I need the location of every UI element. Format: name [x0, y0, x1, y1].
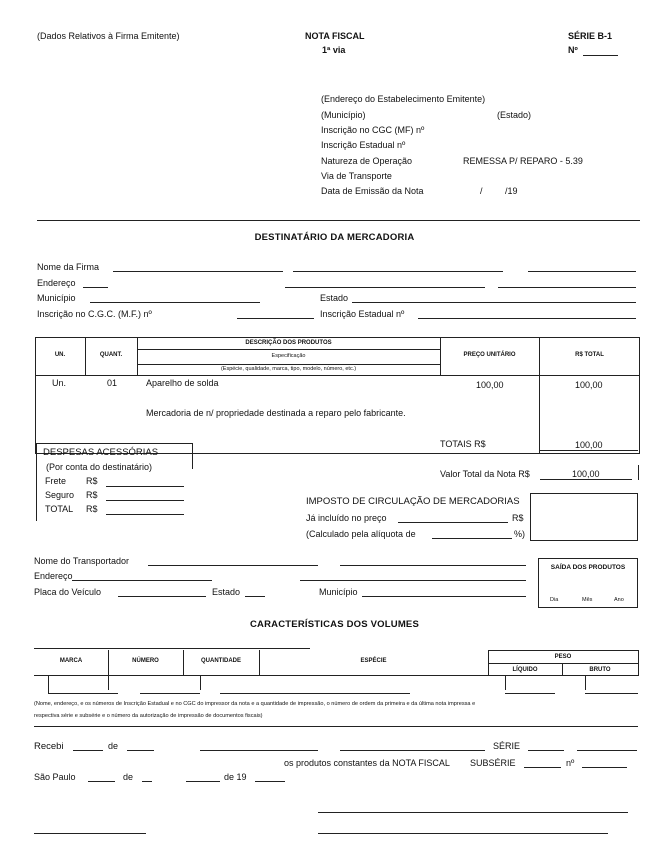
seguro-label: Seguro — [45, 490, 75, 500]
total-field[interactable] — [106, 514, 184, 515]
despesas-title: DESPESAS ACESSÓRIAS — [43, 447, 159, 458]
transp-municipio-label: Município — [319, 587, 358, 597]
cgc-emitente: Inscrição no CGC (MF) nº — [321, 125, 425, 135]
vol-row-line — [505, 693, 555, 694]
cidade-mes-field[interactable] — [142, 781, 152, 782]
row-desc: Aparelho de solda — [146, 378, 219, 388]
valor-nota-value: 100,00 — [572, 469, 600, 479]
estadual-field[interactable] — [418, 318, 636, 319]
icm-rs: R$ — [512, 513, 524, 523]
nome-firma-field-2[interactable] — [293, 271, 503, 272]
col-preco: PREÇO UNITÁRIO — [463, 352, 516, 358]
col-un: UN. — [54, 352, 66, 358]
frete-label: Frete — [45, 476, 67, 486]
emissao-year: /19 — [505, 186, 518, 196]
vol-row-sep — [48, 676, 49, 694]
row-preco: 100,00 — [476, 380, 504, 390]
nome-firma-field-3[interactable] — [528, 271, 636, 272]
volumes-peso-line — [488, 650, 638, 651]
signature-line-3[interactable] — [318, 833, 608, 834]
icm-pct: %) — [514, 529, 525, 539]
footnote-line2: respectiva série e subsérie e o número da autorização de impressão de documentos fiscais) — [34, 713, 263, 719]
cgc-label: Inscrição no C.G.C. (M.F.) nº — [37, 309, 152, 319]
natureza-value: REMESSA P/ REPARO - 5.39 — [463, 156, 583, 166]
vol-row-sep — [108, 676, 109, 690]
nome-firma-field[interactable] — [113, 271, 283, 272]
volumes-header-bottom — [34, 675, 638, 676]
col-espec-detail: (Espécie, qualidade, marca, tipo, modelo, número, etc.) — [220, 366, 357, 372]
endereco-field[interactable] — [83, 287, 108, 288]
recebi-field-3[interactable] — [340, 750, 485, 751]
footnote-line1: (Nome, endereço, e os números de Inscrição Estadual e no CGC do impressor da nota e a quantidade de impressão, o número de ordem da primeira e da última nota impressa e — [34, 701, 476, 707]
vol-row-line — [48, 693, 118, 694]
produtos-header-divider — [35, 375, 640, 376]
footnote-divider — [34, 726, 638, 727]
cidade-de19: de 19 — [224, 772, 247, 782]
nome-firma-label: Nome da Firma — [37, 262, 100, 272]
frete-field[interactable] — [106, 486, 184, 487]
desc-sub-divider — [137, 364, 440, 365]
signature-line[interactable] — [318, 812, 628, 813]
vol-row-line — [220, 693, 410, 694]
icm-title: IMPOSTO DE CIRCULAÇÃO DE MERCADORIAS — [306, 496, 520, 507]
row-total: 100,00 — [575, 380, 603, 390]
recebi-dia-field[interactable] — [73, 750, 103, 751]
transporte-label: Via de Transporte — [321, 171, 392, 181]
cidade-dia-field[interactable] — [88, 781, 115, 782]
saida-mes: Mês — [582, 597, 593, 603]
transp-endereco-field-2[interactable] — [300, 580, 526, 581]
transp-estado-field[interactable] — [245, 596, 265, 597]
document-title: NOTA FISCAL — [305, 31, 365, 41]
row-quant: 01 — [107, 378, 118, 388]
peso-sub-line — [488, 663, 638, 664]
recebi-mes-field[interactable] — [127, 750, 154, 751]
cgc-field[interactable] — [237, 318, 314, 319]
vol-liquido: LÍQUIDO — [512, 667, 538, 673]
transportador-label: Nome do Transportador — [34, 556, 130, 566]
icm-aliquota-field[interactable] — [432, 538, 512, 539]
endereco-field-3[interactable] — [498, 287, 636, 288]
recebi-de: de — [108, 741, 119, 751]
recebi-field-2[interactable] — [200, 750, 318, 751]
col-desc: DESCRIÇÃO DOS PRODUTOS — [245, 340, 332, 346]
municipio-emitente: (Município) — [321, 110, 366, 120]
despesas-box-edge — [192, 443, 193, 469]
divider — [37, 220, 640, 221]
endereco-emitente: (Endereço do Estabelecimento Emitente) — [321, 94, 486, 104]
natureza-label: Natureza de Operação — [321, 156, 413, 166]
vol-row-sep — [200, 676, 201, 690]
vol-peso: PESO — [554, 654, 572, 660]
totais-value: 100,00 — [575, 440, 603, 450]
estado-label: Estado — [320, 293, 349, 303]
total-label: TOTAL — [45, 504, 74, 514]
estadual-label: Inscrição Estadual nº — [320, 309, 405, 319]
recibo-no-label: nº — [566, 758, 575, 768]
endereco-label: Endereço — [37, 278, 76, 288]
transp-endereco-label: Endereço — [34, 571, 73, 581]
total-rs: R$ — [86, 504, 98, 514]
transp-endereco-field[interactable] — [72, 580, 212, 581]
volumes-top-line — [34, 648, 310, 649]
volumes-title: CARACTERÍSTICAS DOS VOLUMES — [249, 619, 420, 630]
vol-quantidade: QUANTIDADE — [201, 658, 241, 664]
col-total: R$ TOTAL — [575, 352, 604, 358]
icm-incluido: Já incluído no preço — [306, 513, 387, 523]
cidade-label: São Paulo — [34, 772, 76, 782]
estadual-emitente: Inscrição Estadual nº — [321, 140, 406, 150]
cidade-mes-field-2[interactable] — [186, 781, 220, 782]
vol-row-line — [585, 693, 638, 694]
valor-box-edge — [638, 465, 639, 480]
numero-field[interactable] — [583, 55, 618, 56]
recibo-subserie-field[interactable] — [524, 767, 561, 768]
valor-nota-underline — [540, 479, 632, 480]
endereco-field-2[interactable] — [285, 287, 485, 288]
vol-row-sep — [585, 676, 586, 690]
destinatario-title: DESTINATÁRIO DA MERCADORIA — [254, 232, 415, 243]
transp-estado-label: Estado — [212, 587, 241, 597]
signature-line-2[interactable] — [34, 833, 146, 834]
saida-title: SAÍDA DOS PRODUTOS — [550, 564, 626, 571]
transportador-field[interactable] — [148, 565, 318, 566]
recibo-serie-field[interactable] — [528, 750, 564, 751]
cidade-ano-field[interactable] — [255, 781, 285, 782]
saida-dia: Dia — [550, 597, 559, 603]
totais-label: TOTAIS R$ — [440, 439, 486, 449]
municipio-field[interactable] — [90, 302, 260, 303]
vol-col-sep — [638, 650, 639, 676]
row-un: Un. — [52, 378, 67, 388]
placa-label: Placa do Veículo — [34, 587, 102, 597]
vol-row-sep — [505, 676, 506, 690]
emitente-label: (Dados Relativos à Firma Emitente) — [37, 31, 180, 41]
cidade-de: de — [123, 772, 134, 782]
totais-underline — [540, 450, 638, 451]
col-quant: QUANT. — [99, 352, 123, 358]
emissao-label: Data de Emissão da Nota — [321, 186, 424, 196]
desc-sub-divider — [137, 349, 440, 350]
vol-row-line — [140, 693, 200, 694]
seguro-rs: R$ — [86, 490, 98, 500]
via-label: 1ª via — [322, 45, 346, 55]
serie-label: SÉRIE B-1 — [568, 31, 613, 41]
frete-rs: R$ — [86, 476, 98, 486]
icm-calculado: (Calculado pela alíquota de — [306, 529, 416, 539]
vol-bruto: BRUTO — [589, 667, 611, 673]
recibo-no-field[interactable] — [582, 767, 627, 768]
vol-especie: ESPÉCIE — [360, 658, 387, 664]
placa-field[interactable] — [118, 596, 206, 597]
vol-numero: NÚMERO — [132, 658, 159, 664]
municipio-label: Município — [37, 293, 76, 303]
recebi-label: Recebi — [34, 741, 64, 752]
produtos-note: Mercadoria de n/ propriedade destinada a reparo pelo fabricante. — [146, 408, 406, 418]
icm-valor-field[interactable] — [398, 522, 508, 523]
recibo-serie-field-2[interactable] — [577, 750, 637, 751]
numero-label: Nº — [568, 45, 578, 55]
vol-marca: MARCA — [59, 658, 83, 664]
seguro-field[interactable] — [106, 500, 184, 501]
col-espec: Especificação — [271, 353, 306, 359]
recibo-subserie-label: SUBSÉRIE — [470, 758, 516, 768]
transp-municipio-field[interactable] — [362, 596, 526, 597]
recibo-produtos: os produtos constantes da NOTA FISCAL — [284, 758, 450, 768]
valor-nota-label: Valor Total da Nota R$ — [440, 469, 530, 479]
recibo-serie-label: SÉRIE — [493, 741, 521, 751]
emissao-sep: / — [480, 186, 483, 196]
estado-emitente: (Estado) — [497, 110, 532, 120]
saida-ano: Ano — [614, 597, 624, 603]
icm-box — [530, 493, 638, 541]
transportador-field-2[interactable] — [340, 565, 526, 566]
despesas-subtitle: (Por conta do destinatário) — [46, 462, 153, 472]
estado-field[interactable] — [352, 302, 636, 303]
